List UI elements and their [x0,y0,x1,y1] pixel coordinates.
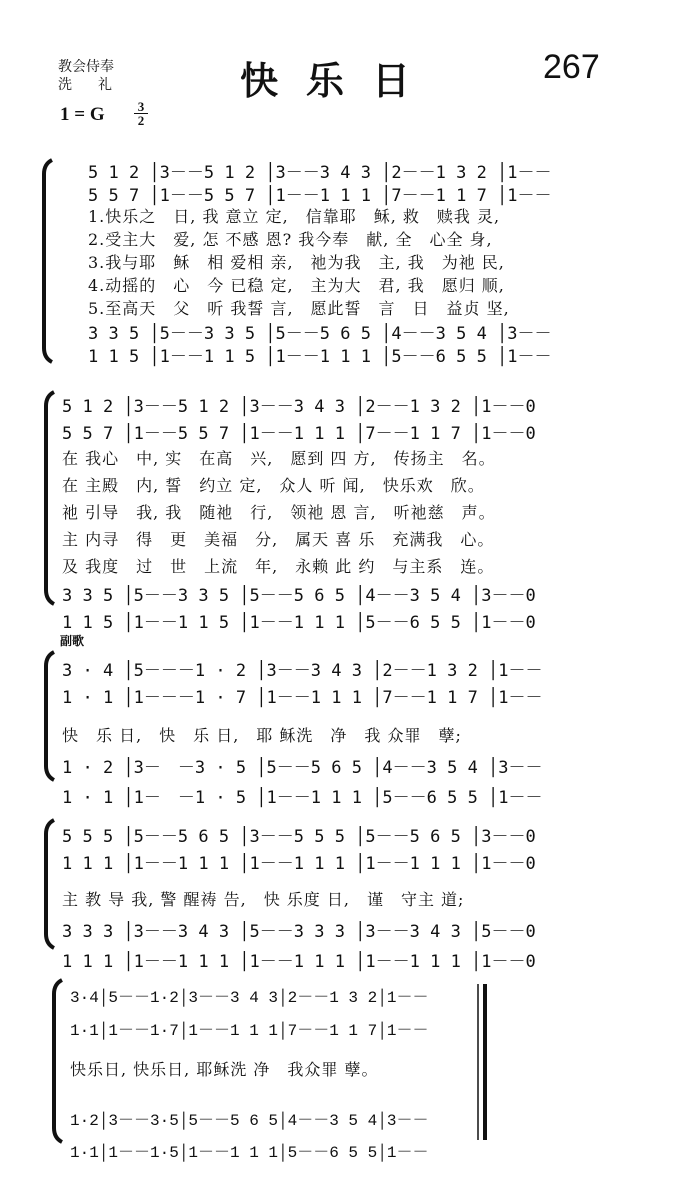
notation-line: 1 · 1 │1－ －1 · 5 │1－－1 1 1 │5－－6 5 5 │1－－ [62,788,543,808]
notation-line: 1·1│1－－1·7│1－－1 1 1│7－－1 1 7│1－－ [70,1022,429,1040]
system-bracket [46,392,54,604]
notation-line: 5 1 2 │3－－5 1 2 │3－－3 4 3 │2－－1 3 2 │1－－0 [62,397,536,417]
lyric-line: 5.至高天 父 听 我誓 言, 愿此誓 言 日 益贞 坚, [88,299,510,318]
hymn-number: 267 [543,48,600,86]
time-signature-top: 3 [137,99,145,114]
lyric-line: 在 主殿 内, 誓 约立 定, 众人 听 闻, 快乐欢 欣。 [62,476,485,495]
notation-line: 5 5 7 │1－－5 5 7 │1－－1 1 1 │7－－1 1 7 │1－－ [88,186,552,206]
hymn-title: 快乐日 [240,58,439,103]
lyric-line: 在 我心 中, 实 在高 兴, 愿到 四 方, 传扬主 名。 [62,449,496,468]
lyric-line: 4.动摇的 心 今 已稳 定, 主为大 君, 我 愿归 顺, [88,276,505,295]
notation-line: 3 · 4 │5－－－1 · 2 │3－－3 4 3 │2－－1 3 2 │1－－ [62,661,543,681]
notation-line: 3 3 5 │5－－3 3 5 │5－－5 6 5 │4－－3 5 4 │3－－ [88,324,552,344]
notation-line: 1 1 1 │1－－1 1 1 │1－－1 1 1 │1－－1 1 1 │1－－0 [62,854,536,874]
notation-line: 1·2│3－－3·5│5－－5 6 5│4－－3 5 4│3－－ [70,1112,429,1130]
notation-line: 1 1 1 │1－－1 1 1 │1－－1 1 1 │1－－1 1 1 │1－－0 [62,952,536,972]
category-label: 教会侍奉 [58,59,114,75]
lyric-line: 快 乐 日, 快 乐 日, 耶 稣洗 净 我 众罪 孽; [62,726,462,745]
notation-line: 3·4│5－－1·2│3－－3 4 3│2－－1 3 2│1－－ [70,989,429,1007]
lyric-line: 3.我与耶 稣 相 爱相 亲, 祂为我 主, 我 为祂 民, [88,253,505,272]
system-bracket [46,652,54,780]
lyric-line: 主 教 导 我, 警 醒祷 告, 快 乐度 日, 谨 守主 道; [62,890,465,909]
notation-line: 5 5 7 │1－－5 5 7 │1－－1 1 1 │7－－1 1 7 │1－－0 [62,424,536,444]
key-signature: 1 = G [60,104,105,125]
notation-line: 1·1│1－－1·5│1－－1 1 1│5－－6 5 5│1－－ [70,1144,429,1162]
system-bracket [54,980,62,1142]
lyric-line: 及 我度 过 世 上流 年, 永赖 此 约 与主系 连。 [62,557,495,576]
lyric-line: 主 内寻 得 更 美福 分, 属天 喜 乐 充满我 心。 [62,530,495,549]
chorus-label: 副歌 [60,634,85,648]
notation-line: 3 3 3 │3－－3 4 3 │5－－3 3 3 │3－－3 4 3 │5－－0 [62,922,536,942]
notation-line: 3 3 5 │5－－3 3 5 │5－－5 6 5 │4－－3 5 4 │3－－0 [62,586,536,606]
notation-line: 1 1 5 │1－－1 1 5 │1－－1 1 1 │5－－6 5 5 │1－－ [88,347,552,367]
lyric-line: 祂 引导 我, 我 随祂 行, 领祂 恩 言, 听祂慈 声。 [62,503,496,522]
subcategory-label: 洗 礼 [58,77,118,93]
lyric-line: 快乐日, 快乐日, 耶稣洗 净 我众罪 孽。 [70,1060,379,1079]
notation-line: 5 5 5 │5－－5 6 5 │3－－5 5 5 │5－－5 6 5 │3－－0 [62,827,536,847]
lyric-line: 1.快乐之 日, 我 意立 定, 信靠耶 稣, 救 赎我 灵, [88,207,501,226]
notation-line: 1 · 2 │3－ －3 · 5 │5－－5 6 5 │4－－3 5 4 │3－－ [62,758,543,778]
notation-line: 1 · 1 │1－－－1 · 7 │1－－1 1 1 │7－－1 1 7 │1－－ [62,688,543,708]
notation-line: 1 1 5 │1－－1 1 5 │1－－1 1 1 │5－－6 5 5 │1－－0 [62,613,536,633]
system-bracket [44,160,52,362]
time-signature-bottom: 2 [134,113,148,127]
lyric-line: 2.受主大 爱, 怎 不感 恩? 我今奉 献, 全 心全 身, [88,230,493,249]
notation-line: 5 1 2 │3－－5 1 2 │3－－3 4 3 │2－－1 3 2 │1－－ [88,163,552,183]
system-bracket [46,820,54,948]
